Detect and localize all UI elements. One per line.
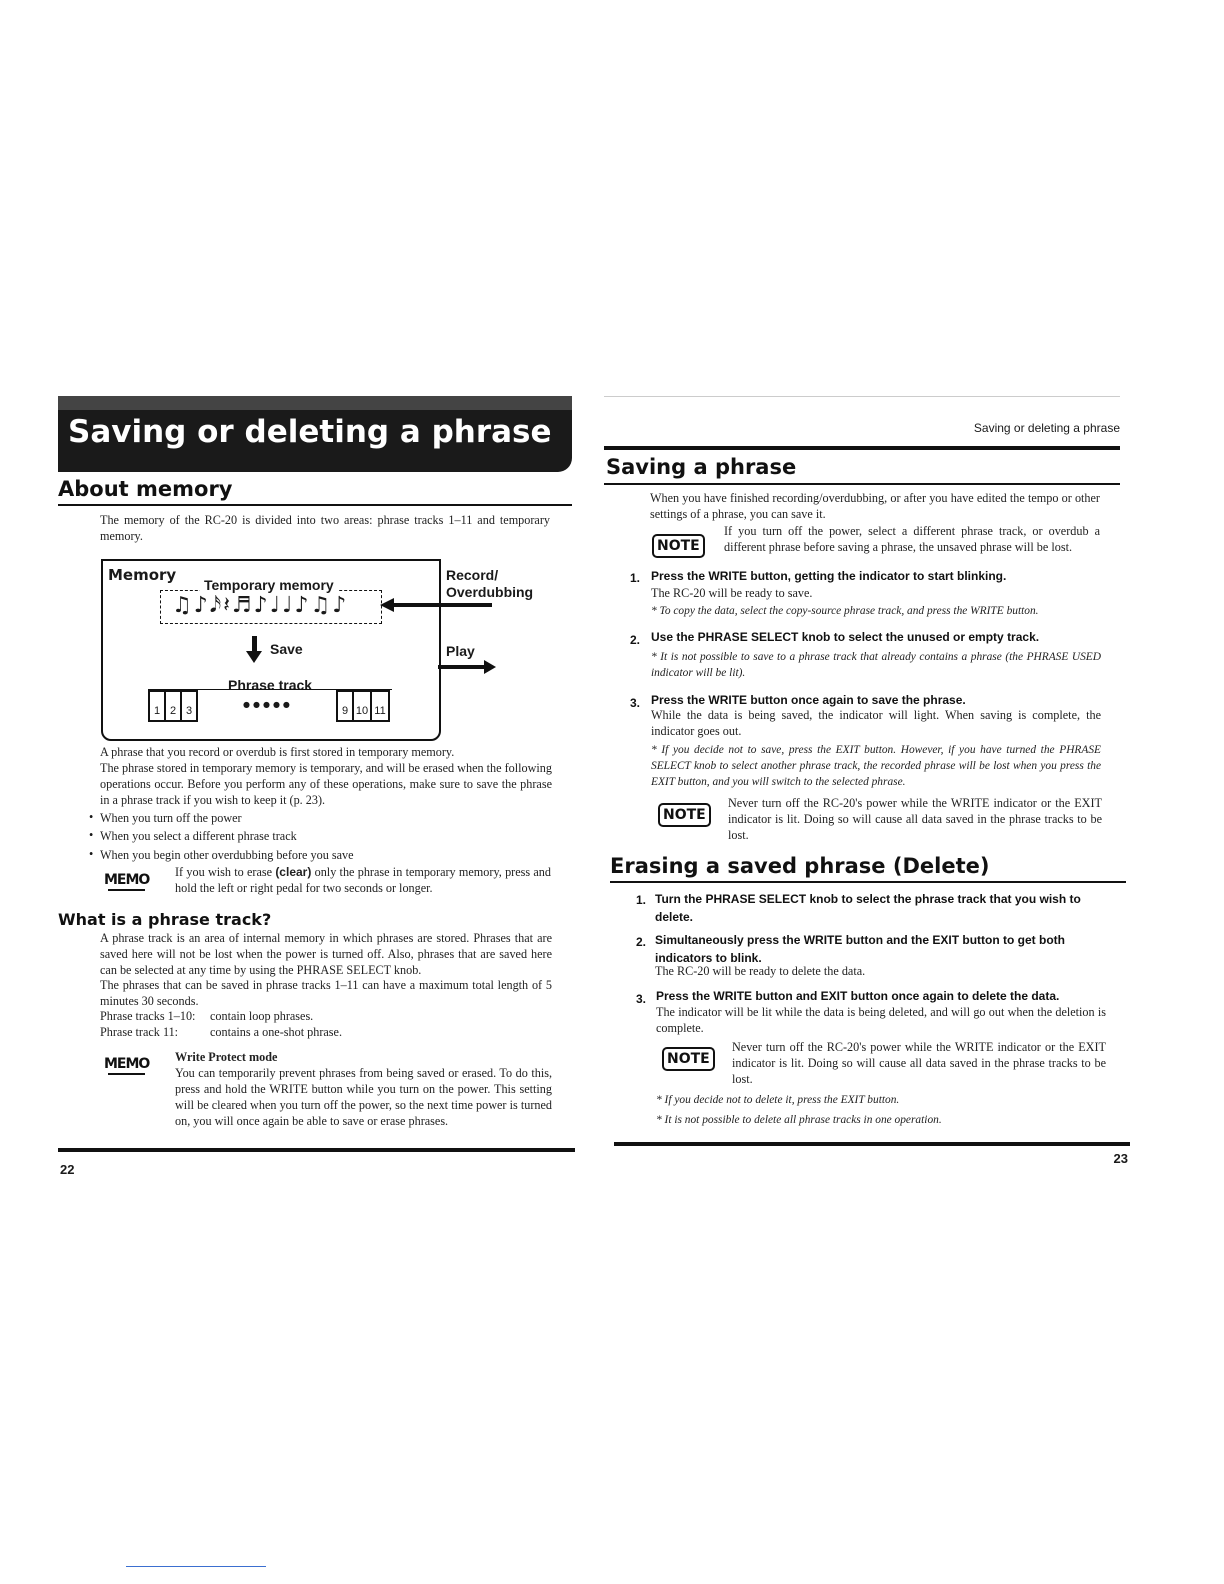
footer-rule [614, 1142, 1130, 1146]
heading-rule [610, 881, 1126, 883]
saving-note-2: Never turn off the RC-20's power while the WRITE indicator or the EXIT indicator is lit. Doing so will cause all data saved in the phrase tracks to be lost. [728, 796, 1102, 842]
chapter-banner [58, 396, 572, 472]
phrase-track-para-2: The phrases that can be saved in phrase tracks 1–11 can have a maximum total length of 5 minutes 30 seconds. [100, 978, 552, 1008]
bullet-dot: • [89, 828, 94, 842]
track-dots: ●●●●● [243, 700, 293, 709]
memo-clear-text [175, 864, 551, 896]
save-step-3: Press the WRITE button once again to save the phrase. [651, 693, 966, 707]
save-step-3-text: While the data is being saved, the indicator will light. When saving is complete, the indicator goes out. [651, 708, 1101, 738]
temp-para-1: A phrase that you record or overdub is first stored in temporary memory. [100, 745, 455, 759]
memo-text-post: only the phrase in temporary memory, press and hold the left or right pedal for two seconds or longer. [175, 865, 551, 895]
about-memory-heading: About memory [58, 477, 233, 501]
bottom-scan-line [126, 1566, 266, 1567]
tracks-right-group [336, 690, 390, 722]
note-badge: NOTE [652, 534, 705, 558]
about-memory-intro: The memory of the RC-20 is divided into two areas: phrase tracks 1–11 and temporary memory. [100, 513, 550, 543]
write-protect-title: Write Protect mode [175, 1050, 278, 1064]
erasing-note: Never turn off the RC-20's power while the WRITE indicator or the EXIT indicator is lit. Doing so will cause all data saved in the phrase tracks to be lost. [732, 1040, 1106, 1086]
temp-para-2: The phrase stored in temporary memory is temporary, and will be erased when the following operations occur. Before you perform any of these operations, make sure to save the phrase in a phrase track if you wish to keep it (p. 23). [100, 761, 552, 807]
save-step-1-note: * To copy the data, select the copy-source phrase track, and press the WRITE button. [651, 605, 1039, 617]
memo-icon: MEMO [104, 1056, 150, 1072]
play-arrow-line [438, 665, 486, 669]
record-label-1: Record/ [446, 567, 499, 583]
play-label: Play [446, 643, 475, 659]
save-arrow-stem [252, 636, 257, 652]
record-label-2: Overdubbing [446, 584, 534, 600]
note-badge: NOTE [658, 803, 711, 827]
step-number: 2. [636, 935, 647, 949]
footer-rule [58, 1148, 575, 1152]
erase-step-3-text: The indicator will be lit while the data is being deleted, and will go out when the deletion is complete. [656, 1005, 1106, 1035]
erasing-foot-2: * It is not possible to delete all phrase tracks in one operation. [656, 1114, 942, 1126]
step-number: 1. [630, 571, 641, 585]
step-number: 1. [636, 893, 647, 907]
memo-icon: MEMO [104, 872, 150, 888]
write-protect-text: You can temporarily prevent phrases from being saved or erased. To do this, press and hold the WRITE button while you turn on the power. This setting will be cleared when you turn off the power, so the next time power is turned on, you will once again be able to save or erase phrases. [175, 1066, 552, 1128]
running-header: Saving or deleting a phrase [973, 421, 1120, 435]
memo-text-bold: (clear) [275, 865, 312, 879]
memo-text-pre: If you wish to erase [175, 865, 276, 879]
record-arrow-line [392, 603, 492, 607]
save-arrow-head [246, 651, 262, 663]
erase-step-2: Simultaneously press the WRITE button and the EXIT button to get both indicators to blink. [655, 933, 1065, 965]
track-cell: 3 [185, 705, 193, 717]
step-number: 3. [630, 696, 641, 710]
phrase-row-value: contain loop phrases. [210, 1009, 314, 1023]
phrase-track-heading: What is a phrase track? [58, 910, 272, 929]
erasing-foot-1: * If you decide not to delete it, press the EXIT button. [656, 1094, 900, 1106]
erasing-heading: Erasing a saved phrase (Delete) [610, 854, 990, 878]
bullet-dot: • [89, 847, 94, 861]
phrase-row-value: contains a one-shot phrase. [210, 1025, 342, 1039]
temp-memory-label: Temporary memory [200, 577, 338, 593]
chapter-title: Saving or deleting a phrase [68, 414, 552, 450]
saving-heading: Saving a phrase [606, 455, 797, 479]
step-number: 3. [636, 992, 647, 1006]
page-number: 22 [60, 1162, 75, 1177]
bullet-dot: • [89, 810, 94, 824]
play-arrow-head [484, 660, 496, 674]
track-cell: 1 [150, 692, 166, 720]
header-rule-thin [604, 396, 1120, 397]
phrase-track-label: Phrase track [228, 677, 313, 693]
bullet-item: When you turn off the power [100, 811, 242, 825]
music-notes: ♫♪𝅘𝅥𝅯𝄽♬♪♩♩♪♫♪ [172, 593, 349, 618]
phrase-row-label: Phrase tracks 1–10: [100, 1009, 196, 1023]
heading-rule-thick [604, 446, 1120, 450]
tracks-left-group [148, 690, 198, 722]
phrase-row-label: Phrase track 11: [100, 1025, 179, 1039]
page-number: 23 [1113, 1151, 1128, 1166]
track-cell: 11 [374, 705, 386, 717]
save-step-3-note: * If you decide not to save, press the EXIT button. However, if you have turned the PHRASE SELECT knob to select another phrase track, the recorded phrase will be lost when you press the EXIT button, and you will switch to the selected phrase. [651, 744, 1101, 788]
heading-rule [58, 504, 572, 506]
save-step-1-text: The RC-20 will be ready to save. [651, 586, 813, 600]
saving-note-1: If you turn off the power, select a different phrase track, or overdub a different phrase before saving a phrase, the unsaved phrase will be lost. [724, 524, 1100, 554]
record-arrow-head [380, 598, 394, 612]
track-cell: 2 [166, 692, 182, 720]
save-step-1: Press the WRITE button, getting the indicator to start blinking. [651, 569, 1007, 583]
bullet-item: When you begin other overdubbing before you save [100, 848, 354, 862]
erase-step-3: Press the WRITE button and EXIT button once again to delete the data. [656, 989, 1060, 1003]
track-cell: 9 [338, 692, 354, 720]
phrase-track-para: A phrase track is an area of internal memory in which phrases are stored. Phrases that are saved here will not be lost when the power is turned off. Also, phrases that are saved here can be selected at any time by using the PHRASE SELECT knob. [100, 931, 552, 977]
erase-step-2-text: The RC-20 will be ready to delete the data. [655, 964, 866, 978]
track-cell: 10 [354, 692, 372, 720]
saving-intro: When you have finished recording/overdubbing, or after you have edited the tempo or other settings of a phrase, you can save it. [650, 491, 1100, 521]
erase-step-1: Turn the PHRASE SELECT knob to select the phrase track that you wish to delete. [655, 892, 1081, 924]
save-label: Save [270, 641, 303, 657]
bullet-item: When you select a different phrase track [100, 829, 297, 843]
heading-rule [604, 483, 1120, 485]
note-badge: NOTE [662, 1047, 715, 1071]
step-number: 2. [630, 633, 641, 647]
save-step-2-note: * It is not possible to save to a phrase track that already contains a phrase (the PHRASE USED indicator will be lit). [651, 651, 1101, 679]
save-step-2: Use the PHRASE SELECT knob to select the unused or empty track. [651, 630, 1040, 644]
memory-label: Memory [108, 566, 177, 584]
